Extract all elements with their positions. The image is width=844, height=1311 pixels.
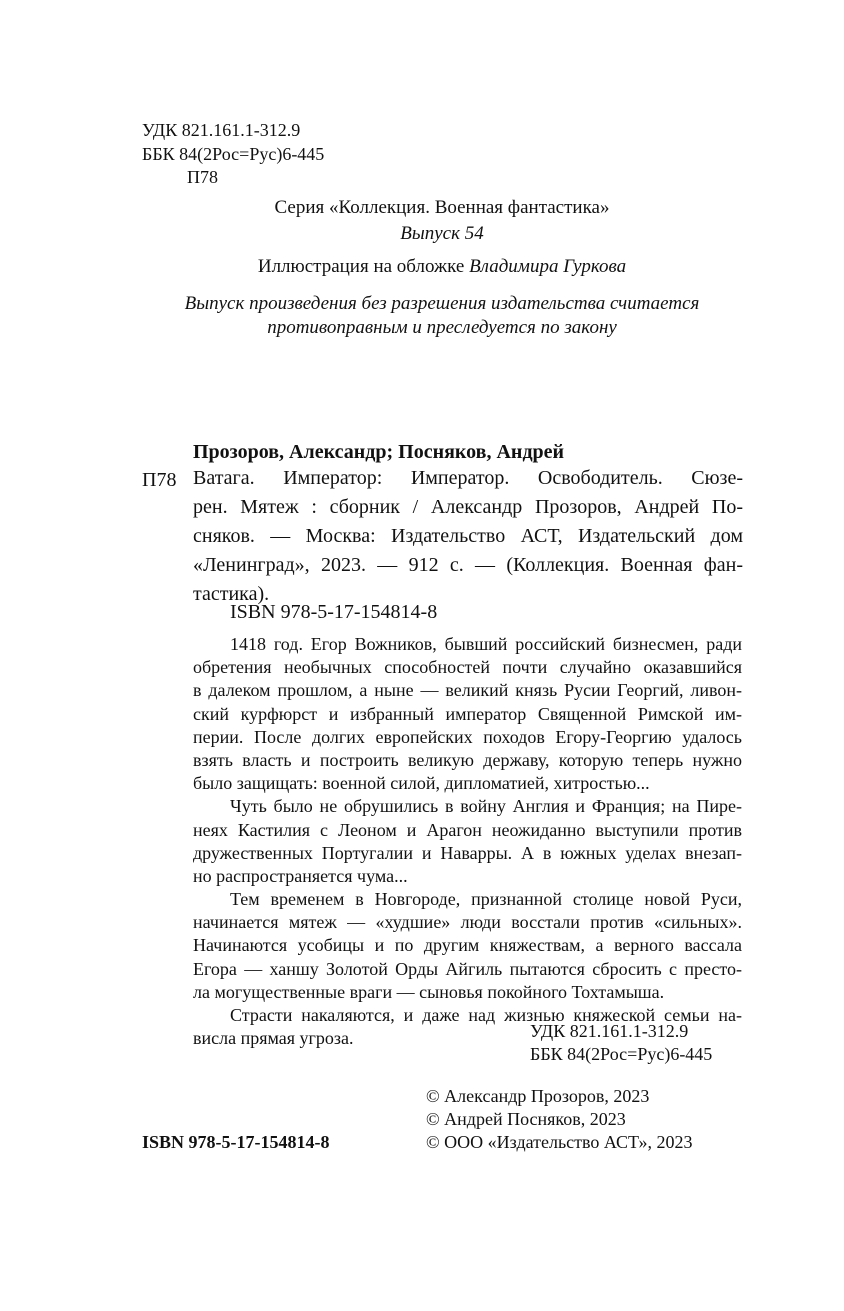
annotation-line: Тем временем в Новгороде, признанной столице новой Руси, xyxy=(230,889,742,910)
annotation xyxy=(193,633,742,1050)
bottom-bbk-code: ББК 84(2Рос=Рус)6-445 xyxy=(530,1044,713,1064)
illustration-credit xyxy=(142,255,742,278)
annotation-line: перии. После долгих европейских походов Егору-Георгию удалось xyxy=(193,726,742,747)
udk-code: УДК 821.161.1-312.9 xyxy=(142,120,301,140)
author-mark: П78 xyxy=(187,167,218,187)
bibliographic-line: Ватага. Император: Император. Освободитель. Сюзе- xyxy=(193,467,743,489)
bibliographic-line: тастика). xyxy=(193,583,270,605)
bottom-isbn: ISBN 978-5-17-154814-8 xyxy=(142,1132,330,1152)
copyright-line: © ООО «Издательство АСТ», 2023 xyxy=(426,1132,693,1152)
bottom-udk-code: УДК 821.161.1-312.9 xyxy=(530,1021,689,1041)
annotation-line: было защищать: военной силой, дипломатией, хитростью... xyxy=(193,773,650,794)
illustration-prefix: Иллюстрация на обложке xyxy=(257,256,470,277)
annotation-line: обретения необычных способностей почти случайно оказавшийся xyxy=(193,657,742,678)
series-issue: Выпуск 54 xyxy=(400,223,484,244)
annotation-line: ский курфюрст и избранный император Священной Римской им- xyxy=(193,703,742,724)
bibliographic-isbn: ISBN 978-5-17-154814-8 xyxy=(230,601,438,623)
annotation-paragraph-2 xyxy=(156,795,742,888)
authors-heading: Прозоров, Александр; Посняков, Андрей xyxy=(193,441,565,463)
series-name: Серия «Коллекция. Военная фантастика» xyxy=(274,197,610,218)
bibliographic-line: рен. Мятеж : сборник / Александр Прозоров, Андрей По- xyxy=(193,496,743,518)
bibliographic-description xyxy=(193,464,743,609)
annotation-paragraph-3 xyxy=(156,888,742,1004)
copyright-line: © Андрей Посняков, 2023 xyxy=(426,1109,626,1129)
bibliographic-mark: П78 xyxy=(142,469,177,491)
annotation-line: 1418 год. Егор Вожников, бывший российский бизнесмен, ради xyxy=(230,634,742,654)
annotation-paragraph-1 xyxy=(156,633,742,795)
copyright-line: © Александр Прозоров, 2023 xyxy=(426,1086,650,1106)
annotation-line: Начинаются усобицы и по другим княжествам, а верного вассала xyxy=(193,935,742,956)
annotation-line: Страсти накаляются, и даже над жизнью княжеской семьи на- xyxy=(230,1005,742,1025)
annotation-line: взять власть и построить великую державу, которую теперь нужно xyxy=(193,749,742,770)
annotation-line: висла прямая угроза. xyxy=(193,1028,354,1049)
annotation-line: но распространяется чума... xyxy=(193,865,408,886)
legal-notice-line-2: противоправным и преследуется по закону xyxy=(267,317,617,338)
legal-notice-line-1: Выпуск произведения без разрешения издательства считается xyxy=(184,293,700,314)
annotation-line: Чуть было не обрушились в войну Англия и Франция; на Пире- xyxy=(230,796,742,817)
annotation-line: Егора — ханшу Золотой Орды Айгиль пытаются сбросить с престо- xyxy=(193,958,742,979)
bibliographic-line: сняков. — Москва: Издательство АСТ, Издательский дом xyxy=(193,525,743,547)
annotation-line: начинается мятеж — «худшие» люди восстали против «сильных». xyxy=(193,912,742,933)
bbk-code: ББК 84(2Рос=Рус)6-445 xyxy=(142,144,325,164)
annotation-line: неях Кастилия с Леоном и Арагон неожиданно выступили против xyxy=(193,819,742,840)
illustration-artist: Владимира Гуркова xyxy=(469,256,627,277)
annotation-line: в далеком прошлом, а ныне — великий князь Русии Георгий, ливон- xyxy=(193,680,742,701)
bibliographic-line: «Ленинград», 2023. — 912 с. — (Коллекция. Военная фан- xyxy=(193,554,743,576)
annotation-line: ла могущественные враги — сыновья покойного Тохтамыша. xyxy=(193,981,665,1002)
annotation-line: дружественных Португалии и Наварры. А в южных уделах внезап- xyxy=(193,842,742,863)
